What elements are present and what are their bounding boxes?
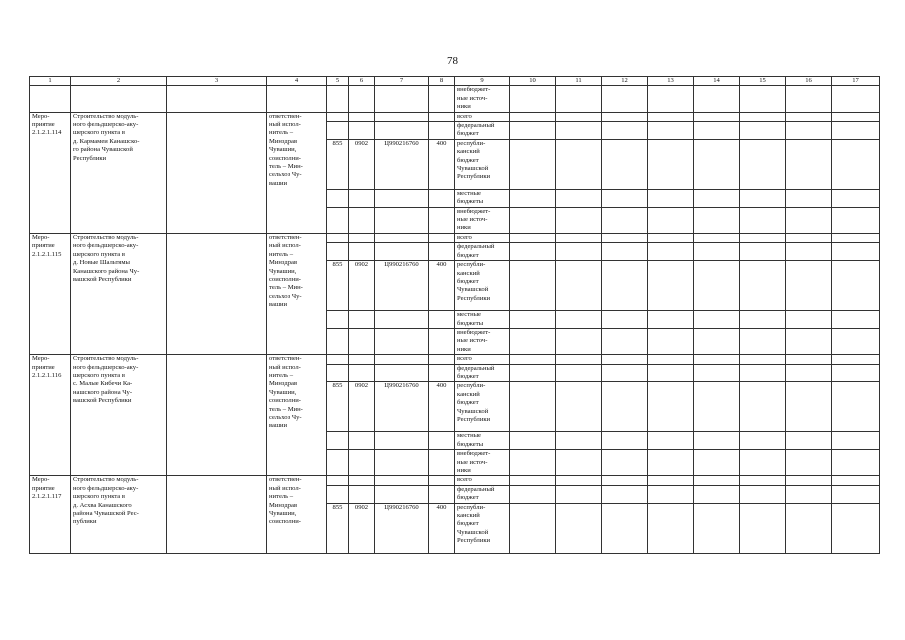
value-cell — [556, 355, 602, 364]
empty-cell — [167, 476, 267, 553]
value-cell — [832, 382, 880, 432]
value-cell — [602, 485, 648, 503]
funding-source-cell: внебюджет- ные источ- ники — [455, 450, 510, 476]
empty-cell — [375, 112, 429, 121]
value-cell — [648, 382, 694, 432]
value-cell — [556, 432, 602, 450]
value-cell — [648, 450, 694, 476]
funding-source-cell: республи- канский бюджет Чувашской Республики — [455, 503, 510, 553]
empty-cell — [375, 207, 429, 233]
value-cell — [740, 476, 786, 485]
measure-id-cell: Меро- приятие 2.1.2.1.117 — [30, 476, 71, 553]
value-cell — [694, 355, 740, 364]
value-cell — [602, 476, 648, 485]
value-cell — [648, 432, 694, 450]
value-cell — [556, 207, 602, 233]
page-number: 78 — [447, 55, 458, 67]
empty-cell — [349, 476, 375, 485]
value-cell — [786, 450, 832, 476]
value-cell — [556, 364, 602, 382]
value-cell — [648, 207, 694, 233]
value-cell — [694, 328, 740, 354]
value-cell — [740, 122, 786, 140]
value-cell — [786, 233, 832, 242]
empty-cell — [375, 450, 429, 476]
empty-cell — [375, 189, 429, 207]
section-code-cell: 0902 — [349, 503, 375, 553]
value-cell — [786, 243, 832, 261]
value-cell — [694, 476, 740, 485]
value-cell — [648, 139, 694, 189]
funding-source-cell: федеральный бюджет — [455, 364, 510, 382]
header-cell: 11 — [556, 77, 602, 86]
empty-cell — [167, 233, 267, 354]
header-cell: 17 — [832, 77, 880, 86]
empty-cell — [349, 328, 375, 354]
expense-type-cell: 400 — [429, 139, 455, 189]
target-article-cell: Ц990216760 — [375, 382, 429, 432]
value-cell — [694, 382, 740, 432]
value-cell — [510, 139, 556, 189]
empty-cell — [375, 364, 429, 382]
empty-cell — [429, 328, 455, 354]
value-cell — [694, 261, 740, 311]
empty-cell — [327, 207, 349, 233]
value-cell — [648, 364, 694, 382]
value-cell — [648, 233, 694, 242]
value-cell — [694, 112, 740, 121]
value-cell — [740, 328, 786, 354]
empty-cell — [375, 233, 429, 242]
empty-cell — [327, 311, 349, 329]
header-cell: 7 — [375, 77, 429, 86]
funding-source-cell: местные бюджеты — [455, 189, 510, 207]
empty-cell — [327, 476, 349, 485]
value-cell — [602, 122, 648, 140]
program-table — [29, 76, 880, 554]
value-cell — [556, 261, 602, 311]
value-cell — [510, 328, 556, 354]
empty-cell — [349, 432, 375, 450]
funding-source-cell: всего — [455, 233, 510, 242]
measure-name-cell: Строительство модуль- ного фельдшерско-аку- шерского пункта в д. Новые Шальтямы Канашского района Чу- вашской Республики — [71, 233, 167, 354]
empty-cell — [349, 485, 375, 503]
funding-source-cell: внебюджет- ные источ- ники — [455, 86, 510, 112]
funding-source-cell: всего — [455, 112, 510, 121]
funding-source-cell: федеральный бюджет — [455, 485, 510, 503]
value-cell — [602, 112, 648, 121]
value-cell — [832, 476, 880, 485]
empty-cell — [327, 485, 349, 503]
value-cell — [786, 112, 832, 121]
value-cell — [740, 503, 786, 553]
value-cell — [740, 311, 786, 329]
value-cell — [694, 122, 740, 140]
empty-cell — [349, 189, 375, 207]
empty-cell — [349, 243, 375, 261]
value-cell — [694, 450, 740, 476]
value-cell — [602, 503, 648, 553]
value-cell — [832, 233, 880, 242]
value-cell — [602, 207, 648, 233]
empty-cell — [375, 485, 429, 503]
value-cell — [510, 112, 556, 121]
empty-cell — [375, 243, 429, 261]
empty-cell — [375, 476, 429, 485]
section-code-cell: 0902 — [349, 139, 375, 189]
value-cell — [510, 450, 556, 476]
value-cell — [740, 355, 786, 364]
value-cell — [602, 233, 648, 242]
empty-cell — [349, 233, 375, 242]
expense-type-cell: 400 — [429, 261, 455, 311]
header-cell: 16 — [786, 77, 832, 86]
empty-cell — [349, 112, 375, 121]
value-cell — [740, 112, 786, 121]
value-cell — [740, 364, 786, 382]
empty-cell — [327, 450, 349, 476]
funding-source-cell: внебюджет- ные источ- ники — [455, 328, 510, 354]
value-cell — [510, 355, 556, 364]
empty-cell — [327, 233, 349, 242]
empty-cell — [167, 355, 267, 476]
value-cell — [510, 364, 556, 382]
funding-source-cell: республи- канский бюджет Чувашской Республики — [455, 139, 510, 189]
header-cell: 5 — [327, 77, 349, 86]
value-cell — [602, 328, 648, 354]
value-cell — [832, 122, 880, 140]
value-cell — [602, 355, 648, 364]
value-cell — [786, 382, 832, 432]
section-code-cell: 0902 — [349, 382, 375, 432]
value-cell — [694, 503, 740, 553]
measure-name-cell: Строительство модуль- ного фельдшерско-аку- шерского пункта в д. Асхва Канашского района Чувашской Рес- публики — [71, 476, 167, 553]
value-cell — [556, 112, 602, 121]
value-cell — [740, 207, 786, 233]
value-cell — [786, 139, 832, 189]
value-cell — [510, 432, 556, 450]
value-cell — [648, 261, 694, 311]
funding-source-cell: внебюджет- ные источ- ники — [455, 207, 510, 233]
empty-cell — [327, 189, 349, 207]
value-cell — [832, 112, 880, 121]
value-cell — [556, 485, 602, 503]
value-cell — [786, 328, 832, 354]
target-article-cell: Ц990216760 — [375, 139, 429, 189]
value-cell — [510, 189, 556, 207]
value-cell — [648, 476, 694, 485]
value-cell — [832, 364, 880, 382]
grbs-code-cell: 855 — [327, 139, 349, 189]
value-cell — [832, 207, 880, 233]
header-cell: 15 — [740, 77, 786, 86]
empty-cell — [327, 122, 349, 140]
value-cell — [510, 243, 556, 261]
grbs-code-cell: 855 — [327, 503, 349, 553]
value-cell — [786, 485, 832, 503]
value-cell — [786, 476, 832, 485]
funding-source-cell: федеральный бюджет — [455, 243, 510, 261]
table-row — [30, 112, 880, 121]
header-cell: 6 — [349, 77, 375, 86]
value-cell — [740, 261, 786, 311]
value-cell — [510, 382, 556, 432]
empty-cell — [349, 122, 375, 140]
value-cell — [602, 311, 648, 329]
table-row — [30, 476, 880, 485]
value-cell — [648, 311, 694, 329]
empty-cell — [375, 432, 429, 450]
value-cell — [602, 261, 648, 311]
empty-cell — [429, 432, 455, 450]
value-cell — [832, 328, 880, 354]
header-cell: 10 — [510, 77, 556, 86]
empty-cell — [429, 233, 455, 242]
value-cell — [510, 311, 556, 329]
value-cell — [786, 207, 832, 233]
empty-cell — [349, 450, 375, 476]
value-cell — [602, 364, 648, 382]
value-cell — [556, 450, 602, 476]
value-cell — [786, 364, 832, 382]
value-cell — [648, 355, 694, 364]
executor-cell: ответствен- ный испол- нитель – Минздрав Чувашии, соисполни- — [267, 476, 327, 553]
expense-type-cell: 400 — [429, 382, 455, 432]
value-cell — [510, 476, 556, 485]
executor-cell: ответствен- ный испол- нитель – Минздрав Чувашии, соисполни- тель – Мин- сельхоз Чу- вашии — [267, 355, 327, 476]
measure-name-cell: Строительство модуль- ного фельдшерско-аку- шерского пункта в с. Малые Кибечи Ка- нашского района Чу- вашской Республики — [71, 355, 167, 476]
value-cell — [786, 261, 832, 311]
value-cell — [786, 503, 832, 553]
value-cell — [740, 450, 786, 476]
header-cell: 3 — [167, 77, 267, 86]
value-cell — [648, 328, 694, 354]
value-cell — [786, 189, 832, 207]
executor-cell: ответствен- ный испол- нитель – Минздрав Чувашии, соисполни- тель – Мин- сельхоз Чу- вашии — [267, 233, 327, 354]
value-cell — [832, 450, 880, 476]
value-cell — [832, 311, 880, 329]
empty-cell — [429, 112, 455, 121]
measure-name-cell: Строительство модуль- ного фельдшерско-аку- шерского пункта в д. Кармамеи Канашско- го района Чувашской Республики — [71, 112, 167, 233]
empty-cell — [375, 355, 429, 364]
header-cell: 2 — [71, 77, 167, 86]
empty-cell — [327, 364, 349, 382]
value-cell — [602, 382, 648, 432]
empty-cell — [327, 432, 349, 450]
funding-source-cell: местные бюджеты — [455, 311, 510, 329]
header-cell: 14 — [694, 77, 740, 86]
funding-source-cell: федеральный бюджет — [455, 122, 510, 140]
empty-cell — [429, 207, 455, 233]
value-cell — [694, 233, 740, 242]
header-cell: 13 — [648, 77, 694, 86]
value-cell — [740, 432, 786, 450]
value-cell — [694, 364, 740, 382]
section-code-cell: 0902 — [349, 261, 375, 311]
empty-cell — [429, 311, 455, 329]
empty-cell — [327, 355, 349, 364]
measure-id-cell: Меро- приятие 2.1.2.1.114 — [30, 112, 71, 233]
empty-cell — [349, 207, 375, 233]
value-cell — [556, 311, 602, 329]
value-cell — [602, 450, 648, 476]
value-cell — [694, 189, 740, 207]
header-cell: 9 — [455, 77, 510, 86]
funding-source-cell: республи- канский бюджет Чувашской Республики — [455, 261, 510, 311]
value-cell — [556, 328, 602, 354]
grbs-code-cell: 855 — [327, 261, 349, 311]
grbs-code-cell: 855 — [327, 382, 349, 432]
value-cell — [694, 311, 740, 329]
header-cell: 12 — [602, 77, 648, 86]
value-cell — [602, 243, 648, 261]
value-cell — [556, 139, 602, 189]
value-cell — [602, 432, 648, 450]
empty-cell — [349, 311, 375, 329]
value-cell — [556, 189, 602, 207]
continuation-row — [30, 86, 880, 112]
value-cell — [648, 503, 694, 553]
measure-id-cell: Меро- приятие 2.1.2.1.115 — [30, 233, 71, 354]
value-cell — [648, 485, 694, 503]
empty-cell — [349, 364, 375, 382]
table-row — [30, 355, 880, 364]
value-cell — [740, 139, 786, 189]
value-cell — [510, 485, 556, 503]
funding-source-cell: всего — [455, 476, 510, 485]
value-cell — [556, 382, 602, 432]
value-cell — [648, 243, 694, 261]
value-cell — [740, 189, 786, 207]
value-cell — [510, 207, 556, 233]
empty-cell — [429, 355, 455, 364]
value-cell — [556, 122, 602, 140]
value-cell — [510, 233, 556, 242]
value-cell — [740, 233, 786, 242]
executor-cell: ответствен- ный испол- нитель – Минздрав Чувашии, соисполни- тель – Мин- сельхоз Чу- вашии — [267, 112, 327, 233]
empty-cell — [429, 189, 455, 207]
value-cell — [786, 311, 832, 329]
value-cell — [694, 139, 740, 189]
empty-cell — [375, 328, 429, 354]
empty-cell — [167, 112, 267, 233]
empty-cell — [327, 112, 349, 121]
empty-cell — [429, 476, 455, 485]
value-cell — [648, 112, 694, 121]
value-cell — [786, 432, 832, 450]
value-cell — [510, 503, 556, 553]
value-cell — [740, 485, 786, 503]
value-cell — [556, 503, 602, 553]
table-row — [30, 233, 880, 242]
value-cell — [602, 139, 648, 189]
value-cell — [740, 382, 786, 432]
value-cell — [832, 139, 880, 189]
value-cell — [694, 485, 740, 503]
target-article-cell: Ц990216760 — [375, 503, 429, 553]
value-cell — [510, 261, 556, 311]
value-cell — [832, 243, 880, 261]
value-cell — [832, 355, 880, 364]
value-cell — [556, 243, 602, 261]
value-cell — [832, 503, 880, 553]
value-cell — [694, 207, 740, 233]
target-article-cell: Ц990216760 — [375, 261, 429, 311]
funding-source-cell: всего — [455, 355, 510, 364]
value-cell — [832, 261, 880, 311]
value-cell — [556, 476, 602, 485]
empty-cell — [429, 243, 455, 261]
value-cell — [602, 189, 648, 207]
value-cell — [510, 122, 556, 140]
value-cell — [556, 233, 602, 242]
value-cell — [786, 122, 832, 140]
value-cell — [786, 355, 832, 364]
header-cell: 4 — [267, 77, 327, 86]
value-cell — [648, 122, 694, 140]
value-cell — [694, 243, 740, 261]
empty-cell — [375, 311, 429, 329]
value-cell — [694, 432, 740, 450]
empty-cell — [429, 485, 455, 503]
empty-cell — [375, 122, 429, 140]
empty-cell — [327, 328, 349, 354]
empty-cell — [327, 243, 349, 261]
header-cell: 8 — [429, 77, 455, 86]
value-cell — [832, 189, 880, 207]
header-cell: 1 — [30, 77, 71, 86]
funding-source-cell: республи- канский бюджет Чувашской Республики — [455, 382, 510, 432]
empty-cell — [349, 355, 375, 364]
funding-source-cell: местные бюджеты — [455, 432, 510, 450]
value-cell — [832, 432, 880, 450]
empty-cell — [429, 364, 455, 382]
column-number-row — [30, 77, 880, 86]
measure-id-cell: Меро- приятие 2.1.2.1.116 — [30, 355, 71, 476]
empty-cell — [429, 122, 455, 140]
value-cell — [740, 243, 786, 261]
value-cell — [832, 485, 880, 503]
expense-type-cell: 400 — [429, 503, 455, 553]
empty-cell — [429, 450, 455, 476]
value-cell — [648, 189, 694, 207]
